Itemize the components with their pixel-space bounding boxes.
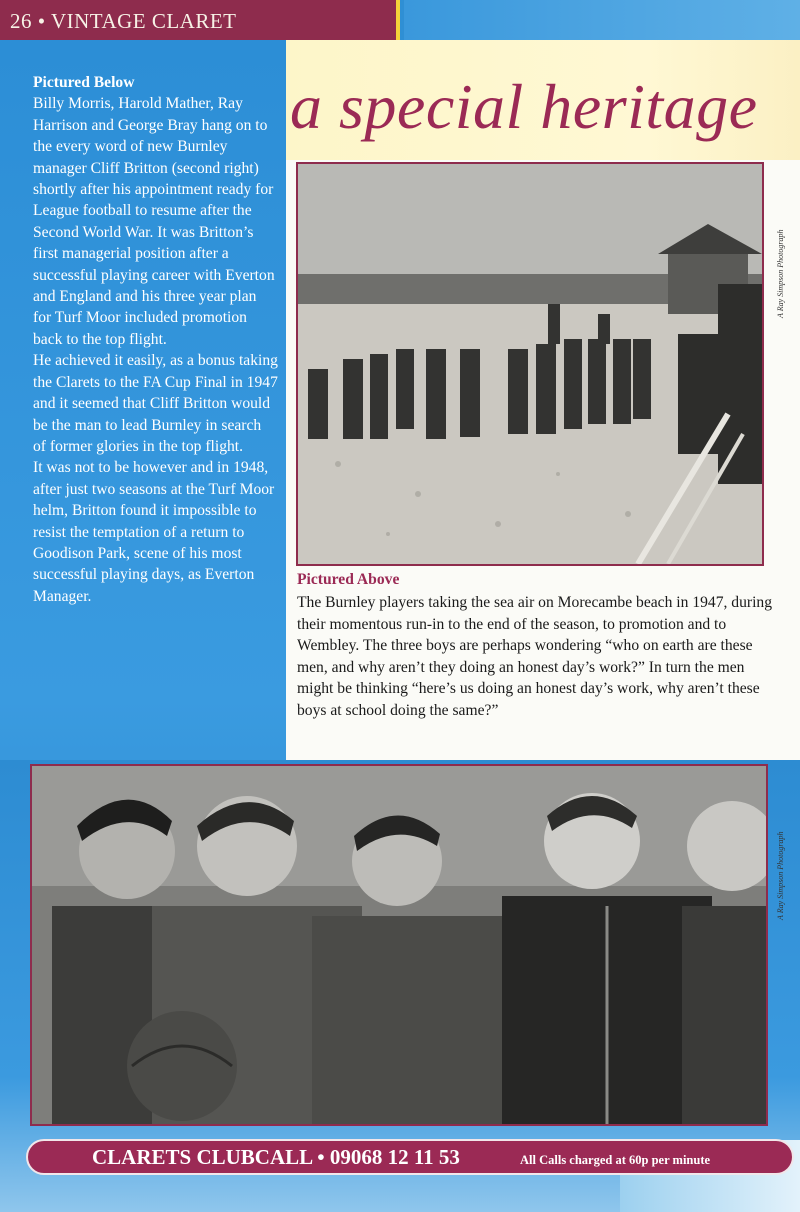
photo-credit: A Ray Simpson Photograph <box>776 831 785 920</box>
pictured-above-subhead: Pictured Above <box>297 571 400 588</box>
players-photo <box>30 764 768 1126</box>
players-photo-illustration <box>32 766 766 1124</box>
clubcall-charge-note: All Calls charged at 60p per minute <box>520 1153 711 1167</box>
page-header <box>0 0 400 40</box>
left-paragraph: Billy Morris, Harold Mather, Ray Harrison and George Bray hang on to the every word of new Burnley manager Cliff Britton (second right) shortly after his appointment ready for League football to resume after the Second World War. It was Britton’s first managerial position after a successful playing career with Everton and England and his three year plan for Turf Moor included promotion back to the top flight. <box>33 95 275 348</box>
left-paragraph: He achieved it easily, as a bonus taking the Clarets to the FA Cup Final in 1947 and it seemed that Cliff Britton would be the man to lead Burnley in search of former glories in the top flight. <box>33 352 278 455</box>
clubcall-banner <box>26 1139 794 1175</box>
pictured-below-subhead: Pictured Below <box>33 74 135 91</box>
pictured-above-caption: The Burnley players taking the sea air on Morecambe beach in 1947, during their momentous run-in to the end of the season, to promotion and to Wembley. The three boys are perhaps wondering “who on earth are these men, and why aren’t they doing an honest day’s work?” In turn the men might be thinking “here’s us doing an honest day’s work, why aren’t these boys at school doing the same?” <box>297 594 773 719</box>
clubcall-phone-text: CLARETS CLUBCALL • 09068 12 11 53 <box>92 1145 460 1169</box>
left-column-text <box>33 72 278 607</box>
beach-photo <box>296 162 764 566</box>
photo-credit: A Ray Simpson Photograph <box>776 229 785 318</box>
page-title: a special heritage <box>290 71 758 142</box>
left-paragraph: It was not to be however and in 1948, after just two seasons at the Turf Moor helm, Britton found it impossible to resist the temptation of a return to Goodison Park, scene of his most successful playing days, as Everton Manager. <box>33 459 275 605</box>
beach-photo-illustration <box>298 164 762 564</box>
header-strip <box>404 0 800 40</box>
page-number-label: 26 • VINTAGE CLARET <box>10 9 237 33</box>
